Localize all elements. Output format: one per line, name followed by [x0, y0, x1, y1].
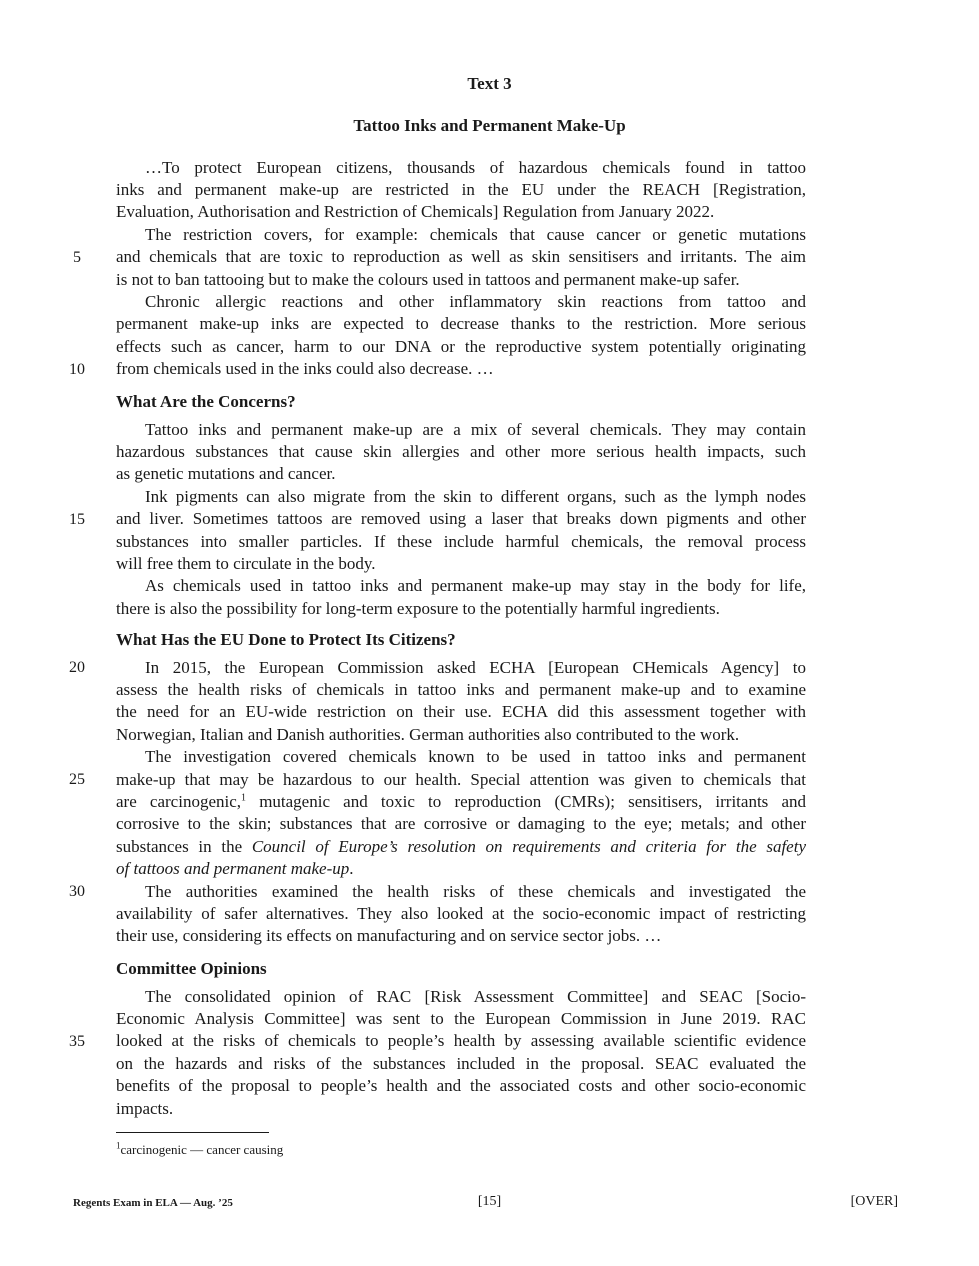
article-title: Tattoo Inks and Permanent Make-Up — [353, 116, 626, 135]
section-heading: What Has the EU Done to Protect Its Citizens? — [116, 630, 456, 649]
paragraph-line: and chemicals that are toxic to reproduction as well as skin sensitisers and irritants. The aim — [116, 247, 806, 267]
paragraph-line: hazardous substances that cause skin allergies and other more serious health impacts, such — [116, 441, 806, 461]
text-segment: mutagenic and toxic to reproduction (CMRs); sensitisers, irritants and — [246, 791, 806, 811]
paragraph-line: corrosive to the skin; substances that are corrosive or damaging to the eye; metals; and other — [116, 814, 806, 834]
italic-title: of tattoos and permanent make-up — [116, 859, 350, 879]
paragraph-line: permanent make-up inks are expected to decrease thanks to the restriction. More serious — [116, 314, 806, 334]
footnote-marker: 1 — [116, 1140, 121, 1151]
paragraph-line: As chemicals used in tattoo inks and permanent make-up may stay in the body for life, — [145, 576, 806, 596]
paragraph-line: Chronic allergic reactions and other inflammatory skin reactions from tattoo and — [145, 291, 806, 311]
paragraph-line: impacts. — [116, 1098, 174, 1118]
paragraph-line: Economic Analysis Committee] was sent to the European Commission in June 2019. RAC — [116, 1008, 806, 1028]
paragraph-line: benefits of the proposal to people’s health and the associated costs and other socio-economic — [116, 1076, 806, 1096]
paragraph-line: Ink pigments can also migrate from the skin to different organs, such as the lymph nodes — [145, 486, 806, 506]
paragraph-line: The investigation covered chemicals known to be used in tattoo inks and permanent — [145, 747, 806, 767]
text-segment: are carcinogenic, — [116, 791, 242, 811]
paragraph-line — [116, 791, 806, 813]
line-number: 35 — [69, 1033, 85, 1050]
paragraph-line: the need for an EU-wide restriction on their use. ECHA did this assessment together with — [116, 702, 806, 722]
paragraph-line: assess the health risks of chemicals in tattoo inks and permanent make-up and to examine — [116, 679, 806, 699]
line-number: 5 — [73, 249, 81, 266]
paragraph-line: In 2015, the European Commission asked ECHA [European CHemicals Agency] to — [145, 657, 806, 677]
line-number: 25 — [69, 771, 85, 788]
paragraph-line: substances into smaller particles. If these include harmful chemicals, the removal process — [116, 531, 806, 551]
paragraph-line: from chemicals used in the inks could also decrease. … — [116, 359, 494, 379]
paragraph-line: The restriction covers, for example: chemicals that cause cancer or genetic mutations — [145, 224, 806, 244]
paragraph-line: The authorities examined the health risks of these chemicals and investigated the — [145, 881, 806, 901]
paragraph-line: Norwegian, Italian and Danish authorities. German authorities also contributed to the work. — [116, 724, 740, 744]
paragraph-line: availability of safer alternatives. They also looked at the socio-economic impact of restricting — [116, 903, 806, 923]
paragraph-line: there is also the possibility for long-term exposure to the potentially harmful ingredients. — [116, 598, 720, 618]
footer-over-label: [OVER] — [850, 1194, 898, 1209]
text-segment: substances in the — [116, 836, 252, 856]
paragraph-line: will free them to circulate in the body. — [116, 553, 376, 573]
line-number: 15 — [69, 511, 85, 528]
paragraph-line: inks and permanent make-up are restricted in the EU under the REACH [Registration, — [116, 179, 806, 199]
paragraph-line — [116, 836, 806, 858]
paragraph-line — [116, 858, 806, 880]
section-heading: Committee Opinions — [116, 959, 267, 978]
paragraph-line: make-up that may be hazardous to our health. Special attention was given to chemicals that — [116, 769, 806, 789]
footnote — [116, 1141, 283, 1159]
paragraph-line: The consolidated opinion of RAC [Risk Assessment Committee] and SEAC [Socio- — [145, 986, 806, 1006]
italic-title: Council of Europe’s resolution on requirements and criteria for the safety — [251, 836, 806, 856]
line-number: 10 — [69, 361, 85, 378]
paragraph-line: and liver. Sometimes tattoos are removed using a laser that breaks down pigments and other — [116, 509, 806, 529]
page-title: Text 3 — [467, 74, 512, 93]
text-segment: . — [349, 859, 354, 879]
paragraph-line: on the hazards and risks of the substances included in the proposal. SEAC evaluated the — [116, 1053, 806, 1073]
paragraph-line: …To protect European citizens, thousands of hazardous chemicals found in tattoo — [145, 157, 806, 177]
section-heading: What Are the Concerns? — [116, 392, 296, 411]
footnote-text: carcinogenic — cancer causing — [120, 1142, 284, 1157]
line-number: 20 — [69, 659, 85, 676]
paragraph-line: as genetic mutations and cancer. — [116, 464, 336, 484]
footnote-marker: 1 — [241, 792, 247, 804]
paragraph-line: is not to ban tattooing but to make the colours used in tattoos and permanent make-up safer. — [116, 269, 740, 289]
paragraph-line: Evaluation, Authorisation and Restriction of Chemicals] Regulation from January 2022. — [116, 202, 715, 222]
footer-exam-label: Regents Exam in ELA — Aug. ’25 — [73, 1197, 233, 1209]
paragraph-line: effects such as cancer, harm to our DNA or the reproductive system potentially originating — [116, 336, 806, 356]
footnote-divider — [116, 1132, 269, 1133]
line-number: 30 — [69, 883, 85, 900]
paragraph-line: their use, considering its effects on manufacturing and on service sector jobs. … — [116, 926, 662, 946]
footer-page-number: [15] — [477, 1194, 502, 1209]
paragraph-line: Tattoo inks and permanent make-up are a mix of several chemicals. They may contain — [145, 419, 806, 439]
paragraph-line: looked at the risks of chemicals to people’s health by assessing available scientific evidence — [116, 1031, 806, 1051]
